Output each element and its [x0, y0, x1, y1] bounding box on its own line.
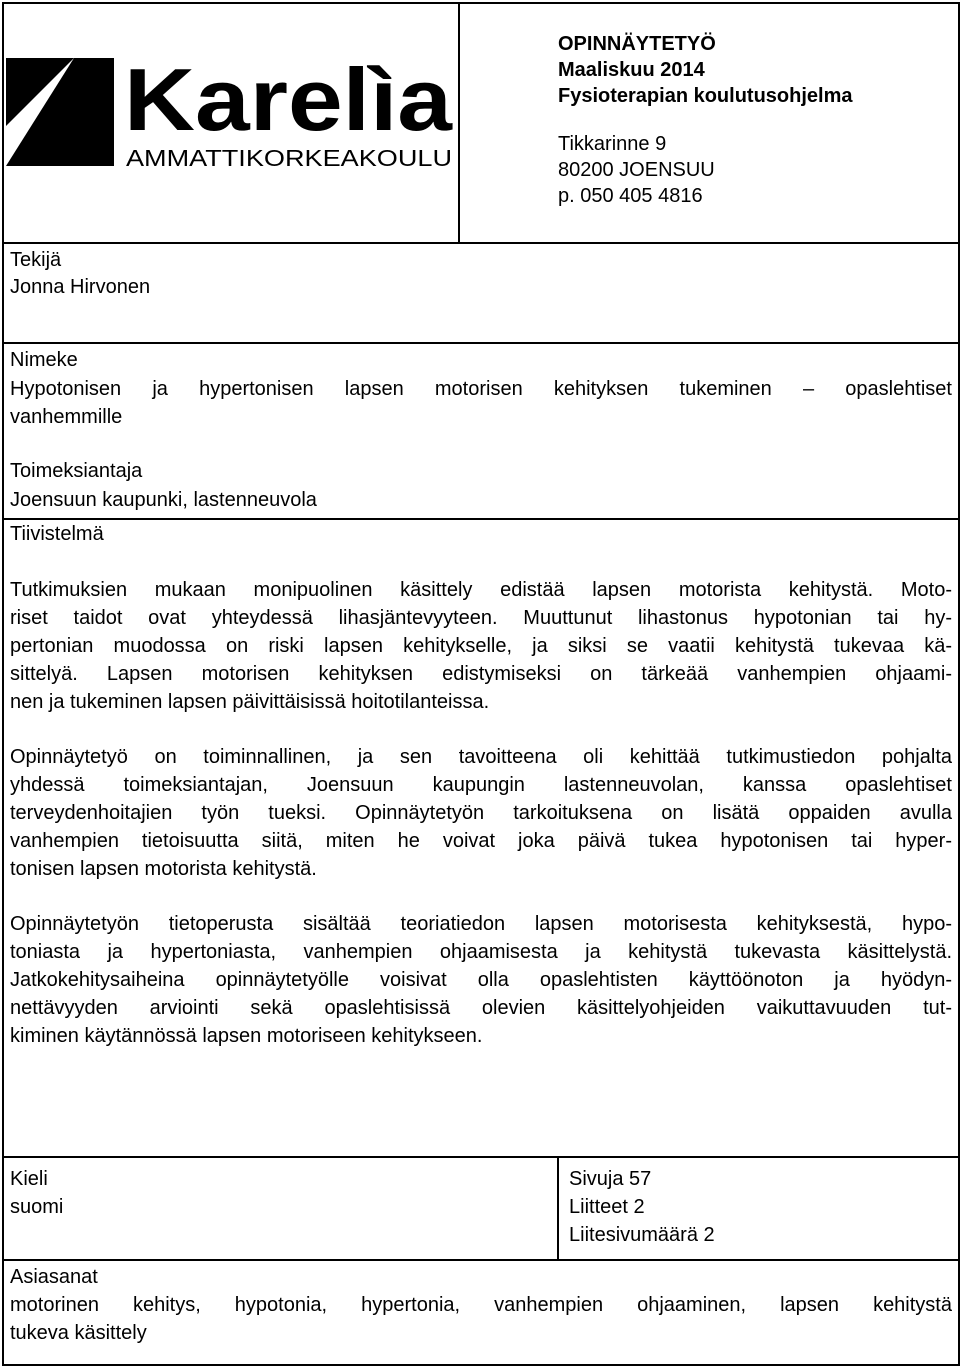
language-value: suomi: [10, 1196, 64, 1218]
commissioner-label: Toimeksiantaja: [10, 460, 143, 482]
phone-number: p. 050 405 4816: [558, 185, 703, 207]
abstract-label: Tiivistelmä: [10, 523, 104, 545]
divider-author: [2, 342, 960, 344]
abstract-line: Opinnäytetyön tietoperusta sisältää teoriatiedon lapsen motorisesta kehityksestä, hypo-: [10, 913, 952, 935]
title-line: vanhemmille: [10, 406, 123, 428]
abstract-line: riset taidot ovat yhteydessä lihasjäntevyyteen. Muuttunut lihastonus hypotonian tai hy-: [10, 607, 952, 629]
karelia-logo: [6, 56, 454, 168]
abstract-line: nen ja tukeminen lapsen päivittäisissä hoitotilanteissa.: [10, 691, 490, 713]
divider-abstract: [2, 518, 960, 520]
author-label: Tekijä: [10, 249, 62, 271]
doc-type: OPINNÄYTETYÖ: [558, 33, 716, 55]
abstract-line: yhdessä toimeksiantajan, Joensuun kaupungin lastenneuvolan, kanssa opaslehtiset: [10, 774, 952, 796]
abstract-line: Opinnäytetyö on toiminnallinen, ja sen tavoitteena oli kehittää tutkimustiedon pohjalta: [10, 746, 952, 768]
page-count: Sivuja 57: [569, 1168, 652, 1190]
logo-wordmark: Karelìa: [124, 56, 454, 149]
doc-date: Maaliskuu 2014: [558, 59, 705, 81]
address-city: 80200 JOENSUU: [558, 159, 715, 181]
appendix-count: Liitteet 2: [569, 1196, 645, 1218]
abstract-line: Tutkimuksien mukaan monipuolinen käsittely edistää lapsen motorista kehitystä. Moto-: [10, 579, 952, 601]
abstract-line: vanhempien tietoisuutta siitä, miten he voivat joka päivä tukea hypotonisen tai hyper-: [10, 830, 952, 852]
abstract-line: pertonian muodossa on riski lapsen kehitykselle, ja siksi se vaatii kehitystä tukevaa kä-: [10, 635, 952, 657]
title-line: Hypotonisen ja hypertonisen lapsen motorisen kehityksen tukeminen – opaslehtiset: [10, 378, 952, 400]
commissioner-value: Joensuun kaupunki, lastenneuvola: [10, 489, 317, 511]
divider-keywords: [2, 1259, 960, 1261]
abstract-line: sittelyä. Lapsen motorisen kehityksen edistymiseksi on tärkeää vanhempien ohjaami-: [10, 663, 952, 685]
address-street: Tikkarinne 9: [558, 133, 667, 155]
abstract-line: Jatkokehitysaiheina opinnäytetyölle voisivat olla opaslehtisten käyttöönoton ja hyödyn-: [10, 969, 952, 991]
author-name: Jonna Hirvonen: [10, 276, 151, 298]
abstract-line: tonisen lapsen motorista kehitystä.: [10, 858, 317, 880]
language-label: Kieli: [10, 1168, 48, 1190]
footer-divider: [557, 1156, 559, 1261]
keywords-label: Asiasanat: [10, 1266, 98, 1288]
keywords-line: motorinen kehitys, hypotonia, hypertonia, vanhempien ohjaaminen, lapsen kehitystä: [10, 1294, 952, 1316]
degree-program: Fysioterapian koulutusohjelma: [558, 85, 853, 107]
header-divider: [458, 2, 460, 244]
appendix-page-count: Liitesivumäärä 2: [569, 1224, 715, 1246]
divider-header: [2, 242, 960, 244]
abstract-line: terveydenhoitajien työn tueksi. Opinnäytetyön tarkoituksena on lisätä oppaiden avulla: [10, 802, 952, 824]
keywords-line: tukeva käsittely: [10, 1322, 147, 1344]
logo-subtitle: AMMATTIKORKEAKOULU: [126, 145, 452, 168]
abstract-line: toniasta ja hypertoniasta, vanhempien ohjaamisesta ja kehitystä tukevasta käsittelystä.: [10, 941, 952, 963]
abstract-line: kiminen käytännössä lapsen motoriseen kehitykseen.: [10, 1025, 483, 1047]
title-label: Nimeke: [10, 349, 78, 371]
divider-footer: [2, 1156, 960, 1158]
abstract-line: nettävyyden arviointi sekä opaslehtisissä olevien käsittelyohjeiden vaikuttavuuden tut-: [10, 997, 952, 1019]
